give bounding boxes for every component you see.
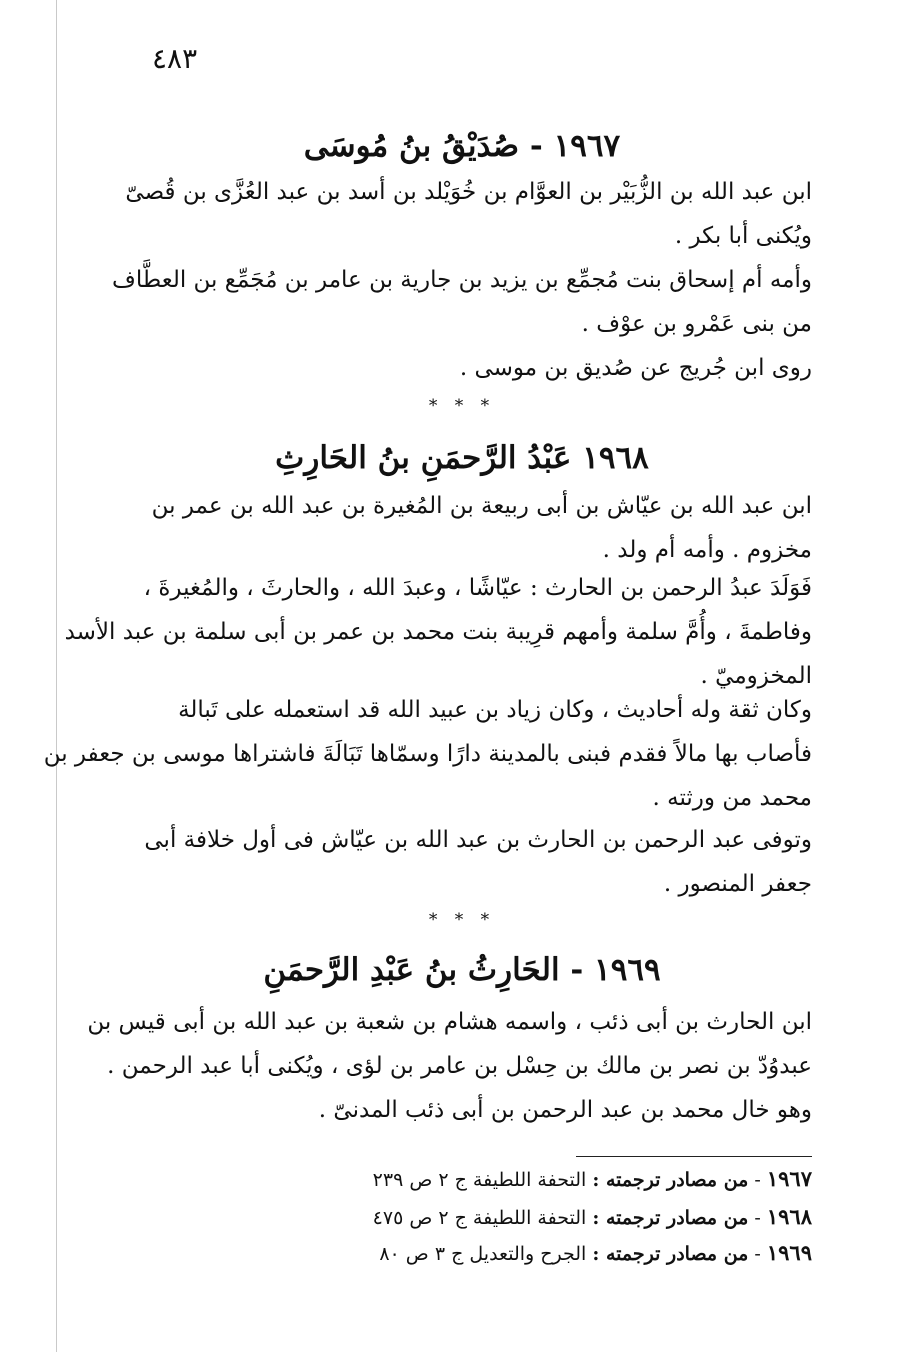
entry-title-1967: ١٩٦٧ - صُدَيْقُ بنُ مُوسَى <box>303 128 621 164</box>
paragraph <box>112 170 812 258</box>
paragraph <box>112 258 812 346</box>
paragraph <box>43 688 812 820</box>
paragraph <box>87 1000 812 1132</box>
footnote-number: ١٩٦٨ <box>766 1204 812 1229</box>
footnote-label: من مصادر ترجمته : <box>592 1169 749 1191</box>
text-line: ابن عبد الله بن الزُّبَيْر بن العوَّام بن خُوَيْلد بن أسد بن عبد العُزَّى بن قُصىّ <box>125 179 812 205</box>
text-line: وفاطمةَ ، وأُمَّ سلمة وأمهم قرِيبة بنت محمد بن عمر بن أبى سلمة بن عبد الأسد <box>64 619 812 645</box>
text-line: ابن الحارث بن أبى ذئب ، واسمه هشام بن شعبة بن عبد الله بن أبى قيس بن <box>87 1009 812 1035</box>
footnote-source: التحفة اللطيفة ج ٢ ص ٤٧٥ <box>372 1207 587 1229</box>
footnote-1967 <box>262 1166 812 1191</box>
text-line: ابن عبد الله بن عيّاش بن أبى ربيعة بن المُغيرة بن عبد الله بن عمر بن <box>151 493 812 519</box>
paragraph <box>112 346 812 390</box>
text-line: فَوَلَدَ عبدُ الرحمن بن الحارث : عيّاشًا ، وعبدَ الله ، والحارثَ ، والمُغيرةَ ، <box>143 575 812 601</box>
footnote-source: الجرح والتعديل ج ٣ ص ٨٠ <box>379 1243 587 1265</box>
text-line: المخزوميّ . <box>700 663 812 689</box>
footnote-number: ١٩٦٧ <box>766 1166 812 1191</box>
section-separator: * * * <box>428 910 496 930</box>
text-line: وأمه أم إسحاق بنت مُجمِّع بن يزيد بن جارية بن عامر بن مُجَمِّع بن العطَّاف <box>112 267 812 293</box>
text-line: مخزوم . وأمه أم ولد . <box>602 537 812 563</box>
text-line: وتوفى عبد الرحمن بن الحارث بن عبد الله بن عيّاش فى أول خلافة أبى <box>144 827 812 853</box>
footnote-dash: - <box>754 1243 761 1265</box>
footnote-dash: - <box>754 1169 761 1191</box>
paragraph <box>64 566 812 698</box>
entry-title-1968: ١٩٦٨ عَبْدُ الرَّحمَنِ بنُ الحَارِثِ <box>275 440 649 476</box>
page-number: ٤٨٣ <box>152 42 198 75</box>
footnote-dash: - <box>754 1207 761 1229</box>
footnote-label: من مصادر ترجمته : <box>592 1207 749 1229</box>
text-line: روى ابن جُريج عن صُديق بن موسى . <box>459 355 812 381</box>
footnote-1969 <box>262 1240 812 1265</box>
book-page <box>43 0 812 1352</box>
text-line: وكان ثقة وله أحاديث ، وكان زياد بن عبيد الله قد استعمله على تَبالة <box>178 697 812 723</box>
text-line: فأصاب بها مالاً فقدم فبنى بالمدينة دارًا وسمّاها تَبَالَةَ فاشتراها موسى بن جعفر بن <box>43 741 812 767</box>
text-line: جعفر المنصور . <box>663 871 812 897</box>
entry-title-1969: ١٩٦٩ - الحَارِثُ بنُ عَبْدِ الرَّحمَنِ <box>263 952 661 988</box>
binding-edge-line <box>56 0 57 1352</box>
paragraph <box>112 484 812 572</box>
footnote-label: من مصادر ترجمته : <box>592 1243 749 1265</box>
paragraph <box>112 818 812 906</box>
text-line: ويُكنى أبا بكر . <box>674 223 812 249</box>
text-line: من بنى عَمْرو بن عوْف . <box>581 311 812 337</box>
footnote-1968 <box>262 1204 812 1229</box>
text-line: عبدوُدّ بن نصر بن مالك بن حِسْل بن عامر بن لؤى ، ويُكنى أبا عبد الرحمن . <box>107 1053 812 1079</box>
footnote-number: ١٩٦٩ <box>766 1240 812 1265</box>
text-line: وهو خال محمد بن عبد الرحمن بن أبى ذئب المدنىّ . <box>318 1097 812 1123</box>
section-separator: * * * <box>428 396 496 416</box>
footnote-rule <box>576 1156 812 1157</box>
text-line: محمد من ورثته . <box>652 785 812 811</box>
footnote-source: التحفة اللطيفة ج ٢ ص ٢٣٩ <box>372 1169 587 1191</box>
